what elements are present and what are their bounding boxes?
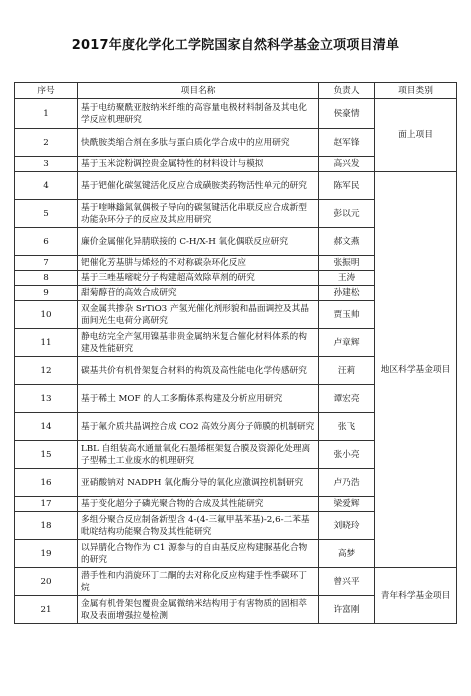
project-name: 金属有机骨架包覆贵金属微纳米结构用于有害物质的固相萃取及表面增强拉曼检测	[78, 596, 319, 624]
project-name: 钯催化芳基肼与烯烃的不对称碳杂环化反应	[78, 256, 319, 271]
principal-investigator: 孙建松	[319, 286, 375, 301]
project-name: 基于稀土 MOF 的人工多酶体系构建及分析应用研究	[78, 385, 319, 413]
principal-investigator: 郝文燕	[319, 228, 375, 256]
row-number: 8	[15, 271, 78, 286]
row-number: 19	[15, 540, 78, 568]
row-number: 12	[15, 357, 78, 385]
table-body	[15, 99, 457, 624]
project-name: 基于氟介质共晶调控合成 CO2 高效分离分子筛膜的机制研究	[78, 413, 319, 441]
principal-investigator: 贾玉帅	[319, 301, 375, 329]
principal-investigator: 许富刚	[319, 596, 375, 624]
project-category: 面上项目	[375, 99, 457, 172]
project-name: 双金属共掺杂 SrTiO3 产氢光催化剂形貌和晶面调控及其晶面间光生电荷分离研究	[78, 301, 319, 329]
table-header-row	[15, 83, 457, 99]
principal-investigator: 陈军民	[319, 172, 375, 200]
principal-investigator: 张小亮	[319, 441, 375, 469]
row-number: 9	[15, 286, 78, 301]
row-number: 21	[15, 596, 78, 624]
principal-investigator: 张飞	[319, 413, 375, 441]
project-name: LBL 自组装高水通量氧化石墨烯框架复合膜及资源化处理离子型稀土工业废水的机理研究	[78, 441, 319, 469]
project-name: 廉价金属催化异腈联接的 C-H/X-H 氧化偶联反应研究	[78, 228, 319, 256]
project-category: 地区科学基金项目	[375, 172, 457, 568]
principal-investigator: 王涛	[319, 271, 375, 286]
principal-investigator: 刘晓玲	[319, 512, 375, 540]
principal-investigator: 曾兴平	[319, 568, 375, 596]
project-name: 甜菊醇苷的高效合成研究	[78, 286, 319, 301]
principal-investigator: 汪莉	[319, 357, 375, 385]
table-row	[15, 172, 457, 200]
principal-investigator: 彭以元	[319, 200, 375, 228]
header-no: 序号	[15, 83, 78, 99]
header-name: 项目名称	[78, 83, 319, 99]
row-number: 17	[15, 497, 78, 512]
principal-investigator: 卢章辉	[319, 329, 375, 357]
row-number: 14	[15, 413, 78, 441]
table-row	[15, 99, 457, 129]
project-name: 基于电纺聚酰亚胺纳米纤维的高容量电极材料制备及其电化学反应机理研究	[78, 99, 319, 129]
row-number: 16	[15, 469, 78, 497]
project-name: 基于玉米淀粉调控贵金属特性的材料设计与模拟	[78, 157, 319, 172]
header-category: 项目类别	[375, 83, 457, 99]
project-name: 静电纺完全产氢用镍基非贵金属纳米复合催化材料体系的构建及性能研究	[78, 329, 319, 357]
row-number: 5	[15, 200, 78, 228]
principal-investigator: 侯豪情	[319, 99, 375, 129]
row-number: 10	[15, 301, 78, 329]
principal-investigator: 高梦	[319, 540, 375, 568]
row-number: 13	[15, 385, 78, 413]
principal-investigator: 张振明	[319, 256, 375, 271]
project-table	[14, 82, 457, 624]
row-number: 20	[15, 568, 78, 596]
project-name: 基于变化超分子磷光聚合物的合成及其性能研究	[78, 497, 319, 512]
row-number: 1	[15, 99, 78, 129]
project-name: 快酰胺类缩合剂在多肽与蛋白质化学合成中的应用研究	[78, 129, 319, 157]
principal-investigator: 梁爱辉	[319, 497, 375, 512]
project-name: 基于三唑基嘧啶分子构建超高效除草剂的研究	[78, 271, 319, 286]
principal-investigator: 高兴发	[319, 157, 375, 172]
principal-investigator: 谭宏亮	[319, 385, 375, 413]
row-number: 15	[15, 441, 78, 469]
project-name: 以异腈化合物作为 C1 源参与的自由基反应构建脲基化合物的研究	[78, 540, 319, 568]
row-number: 2	[15, 129, 78, 157]
row-number: 3	[15, 157, 78, 172]
page-title: 2017年度化学化工学院国家自然科学基金立项项目清单	[71, 38, 400, 53]
project-name: 潜手性和内消旋环丁二酮的去对称化反应构建手性季碳环丁烷	[78, 568, 319, 596]
table-row	[15, 568, 457, 596]
project-name: 亚硝酸钠对 NADPH 氧化酶分导的氧化应激调控机制研究	[78, 469, 319, 497]
header-person: 负责人	[319, 83, 375, 99]
project-name: 碳基共价有机骨架复合材料的构筑及高性能电化学传感研究	[78, 357, 319, 385]
project-category: 青年科学基金项目	[375, 568, 457, 624]
row-number: 7	[15, 256, 78, 271]
principal-investigator: 赵军锋	[319, 129, 375, 157]
row-number: 18	[15, 512, 78, 540]
project-name: 基于钯催化碳氢键活化反应合成磺胺类药物活性单元的研究	[78, 172, 319, 200]
principal-investigator: 卢乃浩	[319, 469, 375, 497]
row-number: 6	[15, 228, 78, 256]
row-number: 4	[15, 172, 78, 200]
project-name: 基于喹啉鎓氮氧偶极子导向的碳氢键活化串联反应合成新型功能杂环分子的反应及其应用研究	[78, 200, 319, 228]
row-number: 11	[15, 329, 78, 357]
project-name: 多组分聚合反应制备新型含 4-(4-三氟甲基苯基)-2,6-二苯基吡啶结构功能聚合物及其性能研究	[78, 512, 319, 540]
